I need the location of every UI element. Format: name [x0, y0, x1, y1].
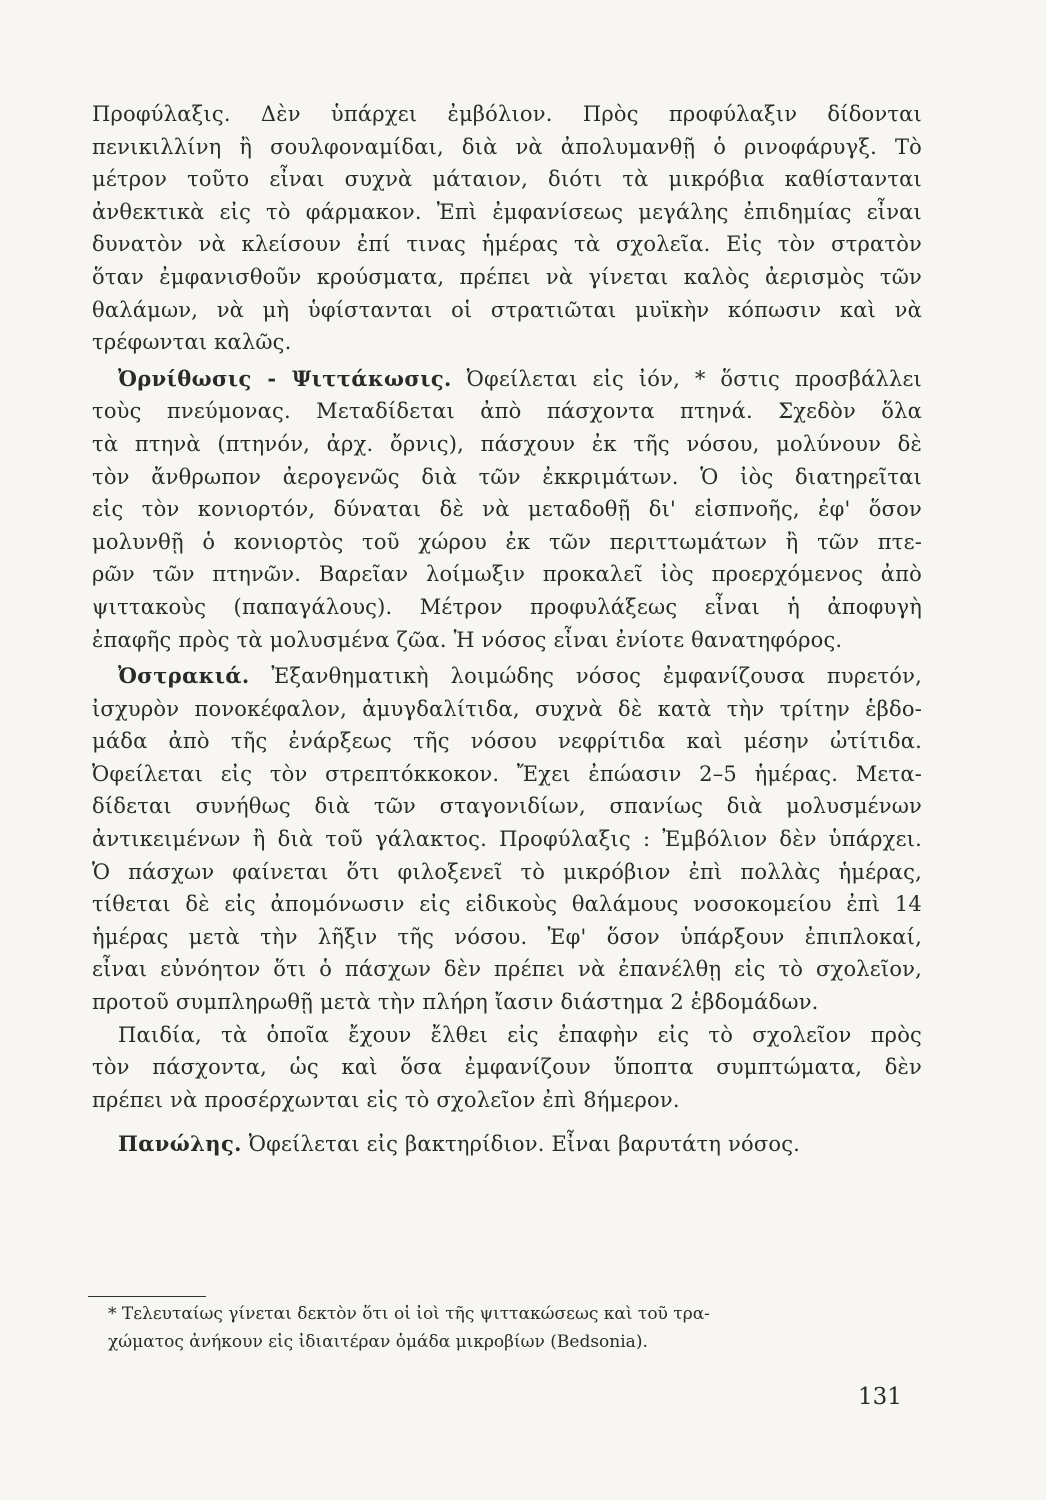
- text-line: [92, 660, 922, 693]
- paragraph-ornithosis: [92, 363, 922, 656]
- footnote-line: * Τελευταίως γίνεται δεκτὸν ὅτι οἱ ἰοὶ τῆς ψιττακώσεως καὶ τοῦ τρα-: [108, 1304, 710, 1324]
- paragraph-prophylaxis: [92, 98, 922, 359]
- paragraph-plague: [92, 1128, 922, 1161]
- text-line: πρέπει νὰ προσέρχωνται εἰς τὸ σχολεῖον ἐπὶ 8ήμερον.: [92, 1087, 680, 1112]
- text-line: μολυνθῇ ὁ κονιορτὸς τοῦ χώρου ἐκ τῶν περιττωμάτων ἢ τῶν πτε-: [92, 529, 922, 554]
- text-line: τίθεται δὲ εἰς ἀπομόνωσιν εἰς εἰδικοὺς θαλάμους νοσοκομείου ἐπὶ 14: [92, 892, 922, 917]
- text-line: ἀντικειμένων ἢ διὰ τοῦ γάλακτος. Προφύλαξις : Ἐμβόλιον δὲν ὑπάρχει.: [92, 827, 922, 852]
- text-line: ρῶν τῶν πτηνῶν. Βαρεῖαν λοίμωξιν προκαλεῖ ἰὸς προερχόμενος ἀπὸ: [92, 562, 922, 587]
- text-line: Ὀφείλεται εἰς τὸν στρεπτόκκοκον. Ἔχει ἐπώασιν 2–5 ἡμέρας. Μετα-: [92, 761, 922, 786]
- text-line: δίδεται συνήθως διὰ τῶν σταγονιδίων, σπανίως διὰ μολυσμένων: [92, 794, 922, 819]
- text-line: τὸν ἄνθρωπον ἀερογενῶς διὰ τῶν ἐκκριμάτων. Ὁ ἰὸς διατηρεῖται: [92, 464, 922, 489]
- text-line: πενικιλλίνη ἢ σουλφοναμίδαι, διὰ νὰ ἀπολυμανθῇ ὁ ρινοφάρυγξ. Τὸ: [92, 134, 922, 159]
- footnote-line: χώματος ἀνήκουν εἰς ἰδιαιτέραν ὁμάδα μικροβίων (Bedsonia).: [108, 1332, 648, 1352]
- text-line: ἰσχυρὸν πονοκέφαλον, ἀμυγδαλίτιδα, συχνὰ δὲ κατὰ τὴν τρίτην ἑβδο-: [92, 696, 922, 721]
- section-heading-scarlet-fever: Ὀστρακιά.: [118, 663, 250, 689]
- text-line: εἰς τὸν κονιορτόν, δύναται δὲ νὰ μεταδοθῇ δι' εἰσπνοῆς, ἐφ' ὅσον: [92, 497, 922, 522]
- footnote-divider: [88, 1296, 206, 1297]
- text-line: [92, 363, 922, 396]
- section-heading-plague: Πανώλης.: [118, 1131, 242, 1157]
- text-span: Ὀφείλεται εἰς βακτηρίδιον. Εἶναι βαρυτάτη νόσος.: [241, 1132, 801, 1157]
- text-line: ἀνθεκτικὰ εἰς τὸ φάρμακον. Ἐπὶ ἐμφανίσεως μεγάλης ἐπιδημίας εἶναι: [92, 199, 922, 224]
- text-line: μέτρον τοῦτο εἶναι συχνὰ μάταιον, διότι τὰ μικρόβια καθίστανται: [92, 167, 922, 192]
- text-line: ψιττακοὺς (παπαγάλους). Μέτρον προφυλάξεως εἶναι ἡ ἀποφυγὴ: [92, 594, 922, 619]
- paragraph-scarlet-fever: [92, 660, 922, 1019]
- text-line: [92, 1128, 922, 1161]
- text-line: προτοῦ συμπληρωθῇ μετὰ τὴν πλήρη ἴασιν διάστημα 2 ἑβδομάδων.: [92, 990, 819, 1015]
- text-line: ὅταν ἐμφανισθοῦν κρούσματα, πρέπει νὰ γίνεται καλὸς ἀερισμὸς τῶν: [92, 264, 922, 289]
- paragraph-children: [92, 1019, 922, 1117]
- text-line: εἶναι εὐνόητον ὅτι ὁ πάσχων δὲν πρέπει νὰ ἐπανέλθῃ εἰς τὸ σχολεῖον,: [92, 957, 922, 982]
- footnote: [108, 1300, 908, 1356]
- text-line: δυνατὸν νὰ κλείσουν ἐπί τινας ἡμέρας τὰ σχολεῖα. Εἰς τὸν στρατὸν: [92, 232, 922, 257]
- text-line: τρέφωνται καλῶς.: [92, 330, 292, 355]
- text-span: Ἐξανθηματικὴ λοιμώδης νόσος ἐμφανίζουσα πυρετόν,: [249, 664, 922, 689]
- text-line: τοὺς πνεύμονας. Μεταδίδεται ἀπὸ πάσχοντα πτηνά. Σχεδὸν ὅλα: [92, 399, 922, 424]
- text-line: Προφύλαξις. Δὲν ὑπάρχει ἐμβόλιον. Πρὸς προφύλαξιν δίδονται: [92, 102, 922, 126]
- text-line: τὸν πάσχοντα, ὡς καὶ ὅσα ἐμφανίζουν ὕποπτα συμπτώματα, δὲν: [92, 1055, 922, 1080]
- text-line: Ὁ πάσχων φαίνεται ὅτι φιλοξενεῖ τὸ μικρόβιον ἐπὶ πολλὰς ἡμέρας,: [92, 859, 922, 884]
- text-line: θαλάμων, νὰ μὴ ὑφίστανται οἱ στρατιῶται μυϊκὴν κόπωσιν καὶ νὰ: [92, 297, 922, 322]
- text-span: Ὀφείλεται εἰς ἰόν, * ὅστις προσβάλλει: [451, 366, 922, 391]
- text-line: Παιδία, τὰ ὁποῖα ἔχουν ἔλθει εἰς ἐπαφὴν εἰς τὸ σχολεῖον πρὸς: [118, 1022, 922, 1047]
- text-line: ἐπαφῆς πρὸς τὰ μολυσμένα ζῶα. Ἡ νόσος εἶναι ἐνίοτε θανατηφόρος.: [92, 627, 843, 652]
- page-number: 131: [858, 1384, 902, 1410]
- text-line: μάδα ἀπὸ τῆς ἐνάρξεως τῆς νόσου νεφρίτιδα καὶ μέσην ὠτίτιδα.: [92, 729, 922, 754]
- text-line: τὰ πτηνὰ (πτηνόν, ἀρχ. ὄρνις), πάσχουν ἐκ τῆς νόσου, μολύνουν δὲ: [92, 431, 922, 456]
- body-text: [92, 98, 922, 1161]
- text-line: ἡμέρας μετὰ τὴν λῆξιν τῆς νόσου. Ἐφ' ὅσον ὑπάρξουν ἐπιπλοκαί,: [92, 924, 922, 949]
- section-heading-ornithosis: Ὀρνίθωσις - Ψιττάκωσις.: [118, 365, 452, 391]
